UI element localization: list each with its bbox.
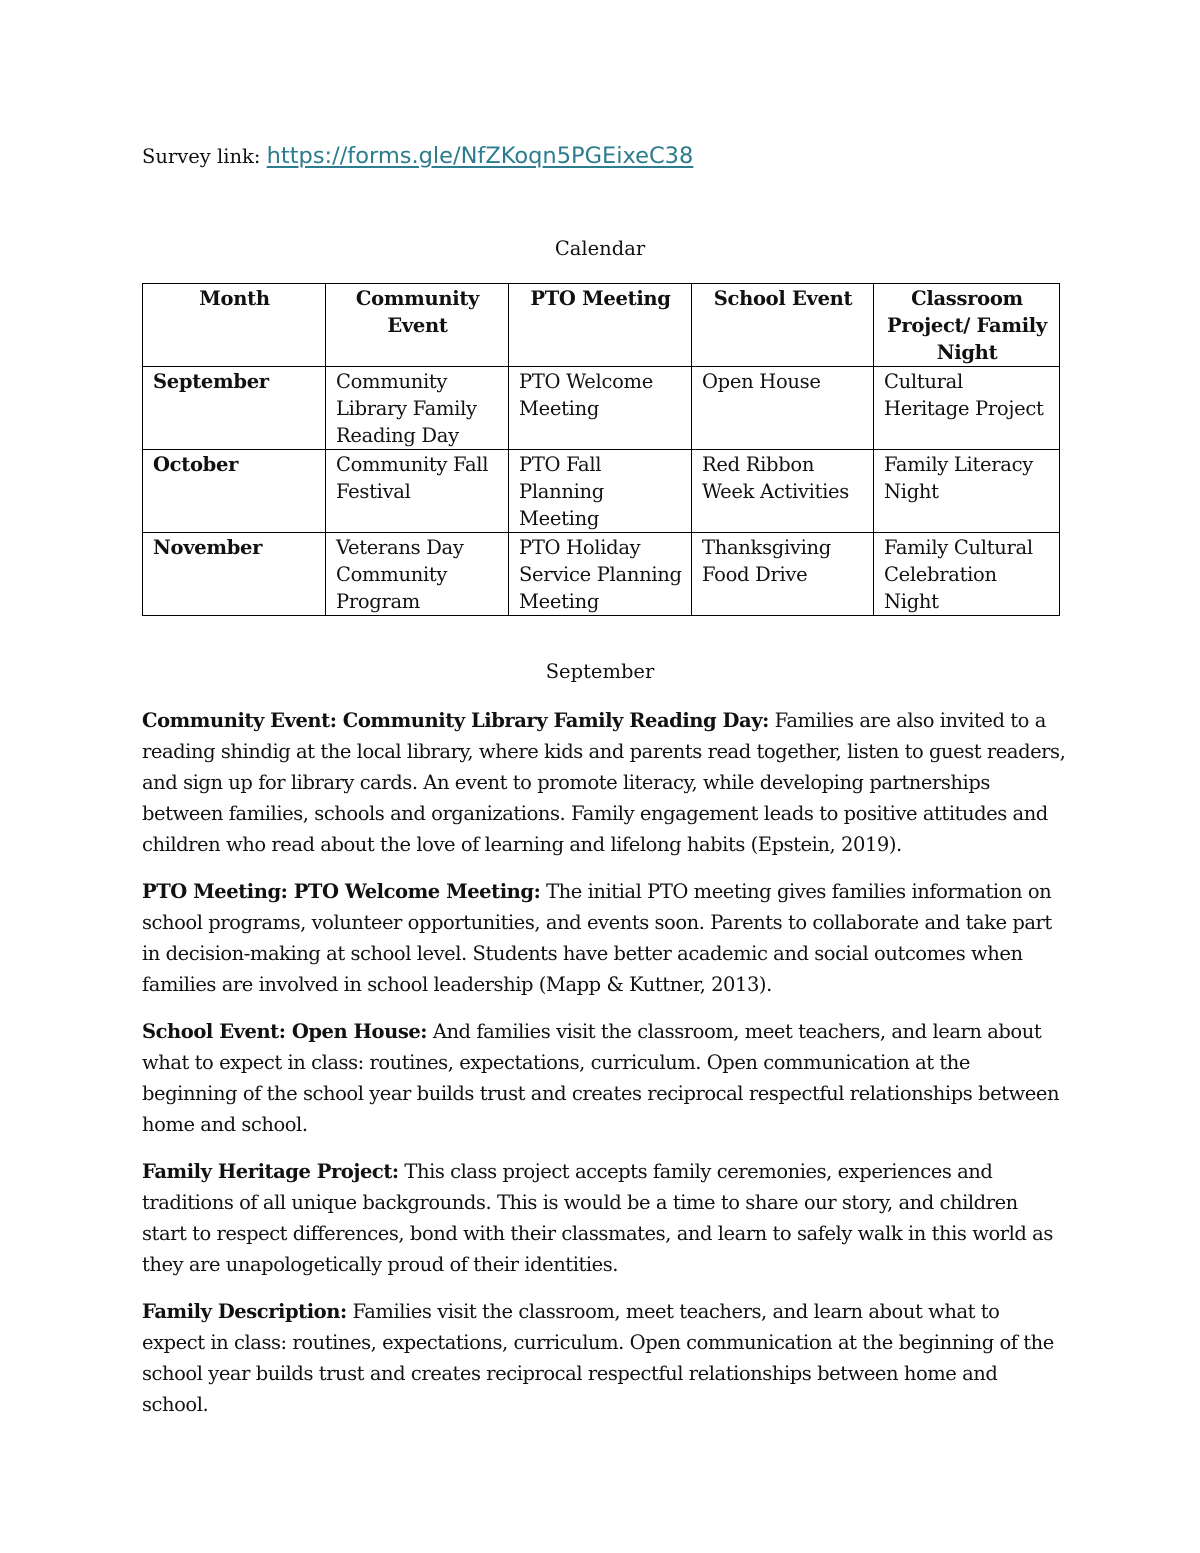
month-cell: October xyxy=(143,450,326,533)
survey-line xyxy=(142,140,693,173)
section-text: Families are also invited to a reading shindig at the local library, where kids and parents read together, listen to guest readers, and sign up for library cards. An event to promote literacy, while developing partnerships between families, schools and organizations. Family engagement leads to positive attitudes and children who read about the love of learning and lifelong habits (Epstein, 2019). xyxy=(142,709,1066,856)
survey-link[interactable]: https://forms.gle/NfZKoqn5PGEixeC38 xyxy=(266,143,694,169)
header-pto-meeting: PTO Meeting xyxy=(509,284,692,367)
section-school-event xyxy=(142,1016,1067,1140)
header-school-event: School Event xyxy=(692,284,874,367)
survey-label: Survey link: xyxy=(142,145,261,168)
section-family-heritage-project xyxy=(142,1156,1067,1280)
school-event-cell: Thanksgiving Food Drive xyxy=(692,533,874,616)
september-sections xyxy=(142,705,1067,1436)
section-label: PTO Meeting: PTO Welcome Meeting: xyxy=(142,880,541,903)
classroom-project-cell: Family Literacy Night xyxy=(874,450,1060,533)
classroom-project-cell: Family Cultural Celebration Night xyxy=(874,533,1060,616)
school-event-cell: Red Ribbon Week Activities xyxy=(692,450,874,533)
community-event-cell: Veterans Day Community Program xyxy=(326,533,509,616)
pto-meeting-cell: PTO Fall Planning Meeting xyxy=(509,450,692,533)
section-text: This class project accepts family ceremonies, experiences and traditions of all unique backgrounds. This is would be a time to share our story, and children start to respect differences, bond with their classmates, and learn to safely walk in this world as they are unapologetically proud of their identities. xyxy=(142,1160,1053,1276)
table-row xyxy=(143,367,1060,450)
classroom-project-cell: Cultural Heritage Project xyxy=(874,367,1060,450)
header-month: Month xyxy=(143,284,326,367)
pto-meeting-cell: PTO Welcome Meeting xyxy=(509,367,692,450)
section-community-event xyxy=(142,705,1067,860)
header-community-event: Community Event xyxy=(326,284,509,367)
section-label: Family Heritage Project: xyxy=(142,1160,399,1183)
section-label: Family Description: xyxy=(142,1300,347,1323)
school-event-cell: Open House xyxy=(692,367,874,450)
section-label: Community Event: Community Library Family Reading Day: xyxy=(142,709,769,732)
calendar-heading: Calendar xyxy=(554,237,646,260)
month-cell: September xyxy=(143,367,326,450)
section-text: And families visit the classroom, meet teachers, and learn about what to expect in class: routines, expectations, curriculum. Open communication at the beginning of the school year builds trust and creates reciprocal respectful relationships between home and school. xyxy=(142,1020,1060,1136)
pto-meeting-cell: PTO Holiday Service Planning Meeting xyxy=(509,533,692,616)
community-event-cell: Community Fall Festival xyxy=(326,450,509,533)
section-pto-meeting xyxy=(142,876,1067,1000)
header-classroom-project: Classroom Project/ Family Night xyxy=(874,284,1060,367)
community-event-cell: Community Library Family Reading Day xyxy=(326,367,509,450)
table-row xyxy=(143,533,1060,616)
table-row xyxy=(143,450,1060,533)
section-label: School Event: Open House: xyxy=(142,1020,428,1043)
calendar-table xyxy=(142,283,1060,616)
section-family-description xyxy=(142,1296,1067,1420)
table-header-row xyxy=(143,284,1060,367)
section-text: Families visit the classroom, meet teachers, and learn about what to expect in class: routines, expectations, curriculum. Open communication at the beginning of the school year builds trust and creates reciprocal respectful relationships between home and school. xyxy=(142,1300,1054,1416)
section-text: The initial PTO meeting gives families information on school programs, volunteer opportunities, and events soon. Parents to collaborate and take part in decision-making at school level. Students have better academic and social outcomes when families are involved in school leadership (Mapp & Kuttner, 2013). xyxy=(142,880,1052,996)
september-heading: September xyxy=(545,660,655,683)
month-cell: November xyxy=(143,533,326,616)
